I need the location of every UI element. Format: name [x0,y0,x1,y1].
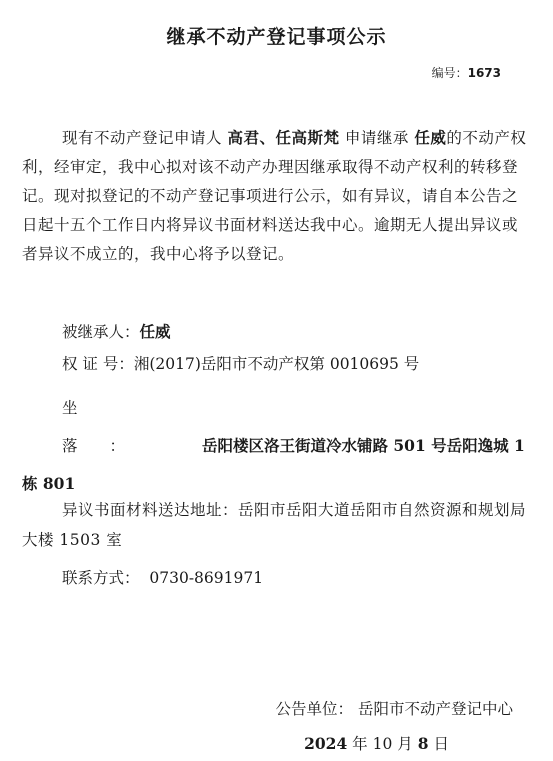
intro-text-3: 的不动产权利，经审定，我中心拟对该不动产办理因继承取得不动产权利的转移登记。现对拟登记的不动产登记事项进行公示，如有异议，请自本公告之日起十五个工作日内将异议书面材料送达我中心。逾期无人提出异议或者异议不成立的，我中心将予以登记。 [22,129,527,263]
date-year-unit: 年 [352,735,368,753]
announcement-paragraph [22,123,532,269]
date-day: 8 [417,734,429,753]
document-number-label: 编号： [431,66,468,80]
applicant-names: 高君、任高斯梵 [227,128,340,147]
decedent-value: 任威 [139,322,171,341]
location-row [22,389,532,503]
contact-value: 0730-8691971 [149,569,264,587]
certificate-row [62,352,419,374]
decedent-row [62,320,171,342]
decedent-label: 被继承人： [62,323,140,341]
intro-text-2: 申请继承 [344,129,409,147]
date-month: 10 [372,735,393,753]
location-value: 岳阳楼区洛王街道冷水铺路 501 号岳阳逸城 1 栋 801 [22,436,525,493]
issue-date [304,732,449,754]
certificate-value: 湘(2017)岳阳市不动产权第 0010695 号 [133,355,420,373]
issuing-unit [276,697,513,719]
issuing-unit-label: 公告单位： [275,700,354,718]
certificate-label: 权 证 号： [62,355,134,373]
issuing-unit-value: 岳阳市不动产登记中心 [357,700,513,718]
page-title: 继承不动产登记事项公示 [166,26,387,48]
contact-row [62,566,263,588]
decedent-name-inline: 任威 [414,128,447,147]
objection-value: 岳阳市岳阳大道岳阳市自然资源和规划局大楼 1503 室 [22,501,527,549]
date-day-unit: 日 [433,735,449,753]
objection-address [22,495,532,555]
date-year: 2024 [304,734,348,753]
location-label: 坐落： [62,399,158,455]
document-number [432,64,501,81]
date-month-unit: 月 [397,735,413,753]
objection-label: 异议书面材料送达地址： [62,501,239,519]
intro-text-1: 现有不动产登记申请人 [62,129,223,147]
document-number-value: 1673 [467,66,501,80]
contact-label: 联系方式： [62,569,140,587]
